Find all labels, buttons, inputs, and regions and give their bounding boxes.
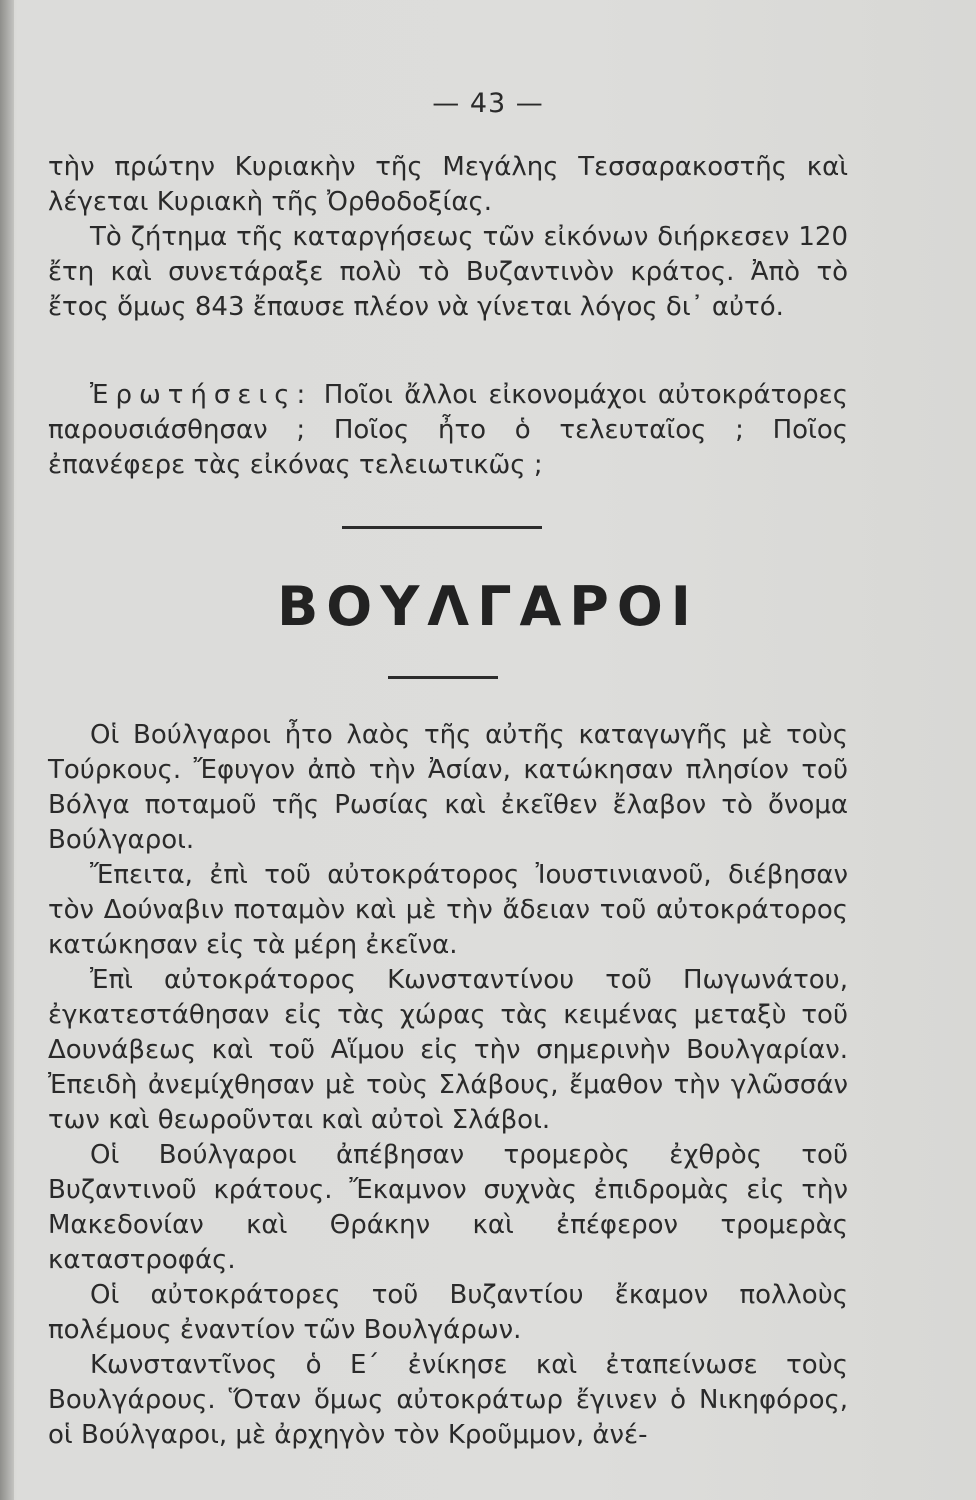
- paragraph-enemy: Οἱ Βούλγαροι ἀπέβησαν τρομερὸς ἐχθρὸς τοῦ Βυζαντινοῦ κράτους. Ἔκαμνον συχνὰς ἐπιδρομὰς εἰς τὴν Μακεδονίαν καὶ Θράκην καὶ ἐπέφερον τρομερὰς καταστροφάς.: [48, 1140, 848, 1275]
- page-edge-shadow: [0, 0, 14, 1500]
- paragraph-danube: Ἔπειτα, ἐπὶ τοῦ αὐτοκράτορος Ἰουστινιανοῦ, διέβησαν τὸν Δούναβιν ποταμὸν καὶ μὲ τὴν ἄδειαν τοῦ αὐτοκράτορος κατώκησαν εἰς τὰ μέρη ἐκεῖνα.: [48, 860, 848, 960]
- top-text: [48, 150, 848, 325]
- paragraph-origin: Οἱ Βούλγαροι ἦτο λαὸς τῆς αὐτῆς καταγωγῆς μὲ τοὺς Τούρκους. Ἔφυγον ἀπὸ τὴν Ἀσίαν, κατώκησαν πλησίον τοῦ Βόλγα ποταμοῦ τῆς Ρωσίας καὶ ἐκεῖθεν ἔλαβον τὸ ὄνομα Βούλγαροι.: [48, 720, 848, 855]
- divider-bottom: [388, 676, 498, 679]
- questions-block: [48, 378, 848, 483]
- paragraph-continued: τὴν πρώτην Κυριακὴν τῆς Μεγάλης Τεσσαρακοστῆς καὶ λέγεται Κυριακὴ τῆς Ὀρθοδοξίας.: [48, 152, 848, 217]
- paragraph-constantine: Κωνσταντῖνος ὁ Ε΄ ἐνίκησε καὶ ἐταπείνωσε τοὺς Βουλγάρους. Ὅταν ὅμως αὐτοκράτωρ ἔγινεν ὁ Νικηφόρος, οἱ Βούλγαροι, μὲ ἀρχηγὸν τὸν Κροῦμμον, ἀνέ-: [48, 1350, 848, 1450]
- questions-label: Ἐρωτήσεις:: [90, 380, 313, 410]
- questions-paragraph: [48, 378, 848, 483]
- paragraph-iconoclasm: Τὸ ζήτημα τῆς καταργήσεως τῶν εἰκόνων διήρκεσεν 120 ἔτη καὶ συνετάραξε πολὺ τὸ Βυζαντινὸν κράτος. Ἀπὸ τὸ ἔτος ὅμως 843 ἔπαυσε πλέον νὰ γίνεται λόγος δι᾿ αὐτό.: [48, 222, 848, 322]
- divider-top: [342, 526, 542, 529]
- section-title: ΒΟΥΛΓΑΡΟΙ: [277, 575, 699, 638]
- paragraph-wars: Οἱ αὐτοκράτορες τοῦ Βυζαντίου ἔκαμον πολλοὺς πολέμους ἐναντίον τῶν Βουλγάρων.: [48, 1280, 848, 1345]
- page-number: — 43 —: [432, 88, 544, 119]
- questions-text: Ποῖοι ἄλλοι εἰκονομάχοι αὐτοκράτορες παρουσιάσθησαν ; Ποῖος ἦτο ὁ τελευταῖος ; Ποῖος ἐπανέφερε τὰς εἰκόνας τελειωτικῶς ;: [48, 380, 848, 480]
- paragraph-settlement: Ἐπὶ αὐτοκράτορος Κωνσταντίνου τοῦ Πωγωνάτου, ἐγκατεστάθησαν εἰς τὰς χώρας τὰς κειμένας μεταξὺ τοῦ Δουνάβεως καὶ τοῦ Αἵμου εἰς τὴν σημερινὴν Βουλγαρίαν. Ἐπειδὴ ἀνεμίχθησαν μὲ τοὺς Σλάβους, ἔμαθον τὴν γλῶσσάν των καὶ θεωροῦνται καὶ αὐτοὶ Σλάβοι.: [48, 965, 848, 1135]
- body-text: [48, 718, 848, 1453]
